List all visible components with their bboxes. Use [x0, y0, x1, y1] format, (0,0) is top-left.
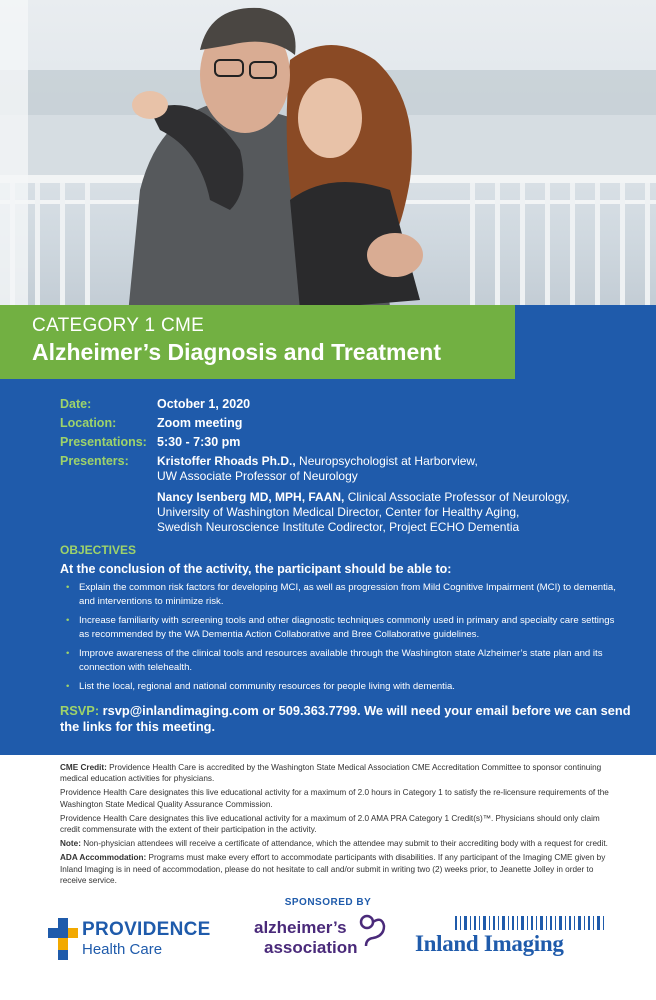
presenter-1-title-2: UW Associate Professor of Neurology — [157, 469, 358, 483]
event-details — [60, 395, 650, 535]
objectives-heading: OBJECTIVES — [60, 543, 137, 557]
presenter-2 — [157, 490, 570, 505]
ada-text: Programs must make every effort to accommodate participants with disabilities. If any participant of the Imaging CME given by Inland Imaging is in need of accommodation, please do not hesitate to call and/or submit in writing two (2) weeks prior, to Jeanette Jolley in order to receive service. — [60, 853, 606, 885]
category-label: CATEGORY 1 CME — [32, 315, 205, 336]
note-text: Non-physician attendees will receive a certificate of attendance, which the attendee may submit to their accrediting body with a request for credit. — [80, 839, 608, 849]
location-value: Zoom meeting — [157, 416, 243, 430]
rsvp-label: RSVP: — [60, 703, 100, 718]
cme-credit-paragraph — [60, 762, 620, 784]
providence-name: PROVIDENCE — [82, 919, 211, 940]
date-row — [60, 395, 650, 414]
ada-label: ADA Accommodation: — [60, 853, 147, 863]
presenter-2-name: Nancy Isenberg MD, MPH, FAAN, — [157, 490, 345, 504]
presenter-2-title: Clinical Associate Professor of Neurology, — [344, 490, 570, 504]
date-value: October 1, 2020 — [157, 397, 251, 411]
location-row — [60, 414, 650, 433]
presentations-value: 5:30 - 7:30 pm — [157, 435, 241, 449]
hero-photo — [0, 0, 656, 345]
cme-credit-text: Providence Health Care is accredited by the Washington State Medical Association CME Accreditation Committee to sponsor continuing medical education activities for physicians. — [60, 763, 602, 784]
ada-paragraph — [60, 852, 620, 886]
presenter-2-title-2: University of Washington Medical Director, Center for Healthy Aging, — [157, 505, 520, 519]
alzheimers-symbol-icon — [358, 914, 388, 948]
inland-imaging-name: Inland Imaging — [415, 931, 564, 956]
presenters-list — [157, 454, 570, 535]
providence-cross-icon — [48, 918, 78, 960]
providence-logo — [48, 917, 228, 962]
inland-barcode-icon — [455, 916, 635, 930]
list-item: • List the local, regional and national community resources for people living with dementia. — [66, 680, 626, 694]
providence-sub: Health Care — [82, 941, 163, 958]
alzheimers-association-logo — [254, 912, 394, 967]
presenter-1 — [157, 454, 570, 469]
presenter-2-title-3: Swedish Neuroscience Institute Codirector, Project ECHO Dementia — [157, 520, 520, 534]
presentations-label: Presentations: — [60, 435, 147, 449]
sponsored-by-heading: SPONSORED BY — [284, 897, 372, 908]
list-item: • Improve awareness of the clinical tools and resources available through the Washington state Alzheimer’s state plan and its connection with telehealth. — [66, 647, 626, 674]
alzheimers-line-1: alzheimer’s — [254, 918, 347, 937]
title-banner — [0, 305, 515, 379]
location-label: Location: — [60, 416, 117, 430]
inland-imaging-logo — [413, 911, 613, 966]
alzheimers-line-2: association — [264, 938, 358, 957]
licensure-paragraph: Providence Health Care designates this live educational activity for a maximum of 2.0 hours in Category 1 to satisfy the re-licensure requirements of the Washington State Medical Quality Assurance Commission. — [60, 788, 609, 809]
note-label: Note: — [60, 839, 81, 849]
rsvp-text — [60, 703, 635, 735]
list-item: • Explain the common risk factors for developing MCI, as well as progression from Mild Cognitive Impairment (MCI) to dementia, and interventions to minimize risk. — [66, 581, 626, 608]
note-paragraph — [60, 838, 620, 849]
presenter-1-name: Kristoffer Rhoads Ph.D., — [157, 454, 296, 468]
presentations-row — [60, 433, 650, 452]
presenter-1-title: Neuropsychologist at Harborview, — [295, 454, 478, 468]
fine-print — [60, 762, 620, 889]
objectives-list — [66, 581, 626, 700]
presenters-row — [60, 454, 650, 535]
event-title: Alzheimer’s Diagnosis and Treatment — [32, 339, 442, 365]
rsvp-contact: rsvp@inlandimaging.com or 509.363.7799. We will need your email before we can send the links for this meeting. — [60, 703, 631, 734]
objectives-intro: At the conclusion of the activity, the participant should be able to: — [60, 562, 452, 576]
presenters-label: Presenters: — [60, 454, 129, 468]
couple-hugging-illustration — [0, 0, 656, 345]
cme-credit-label: CME Credit: — [60, 763, 107, 772]
date-label: Date: — [60, 397, 92, 411]
ama-credit-paragraph: Providence Health Care designates this live educational activity for a maximum of 2.0 AMA PRA Category 1 Credit(s)™. Physicians should only claim credit commensurate with the extent of their participation in the activity. — [60, 813, 600, 835]
list-item: • Increase familiarity with screening tools and other diagnostic techniques commonly used in primary and specialty care settings as recommended by the WA Dementia Action Collaborative and Bree Collaborative guidelines. — [66, 614, 626, 641]
